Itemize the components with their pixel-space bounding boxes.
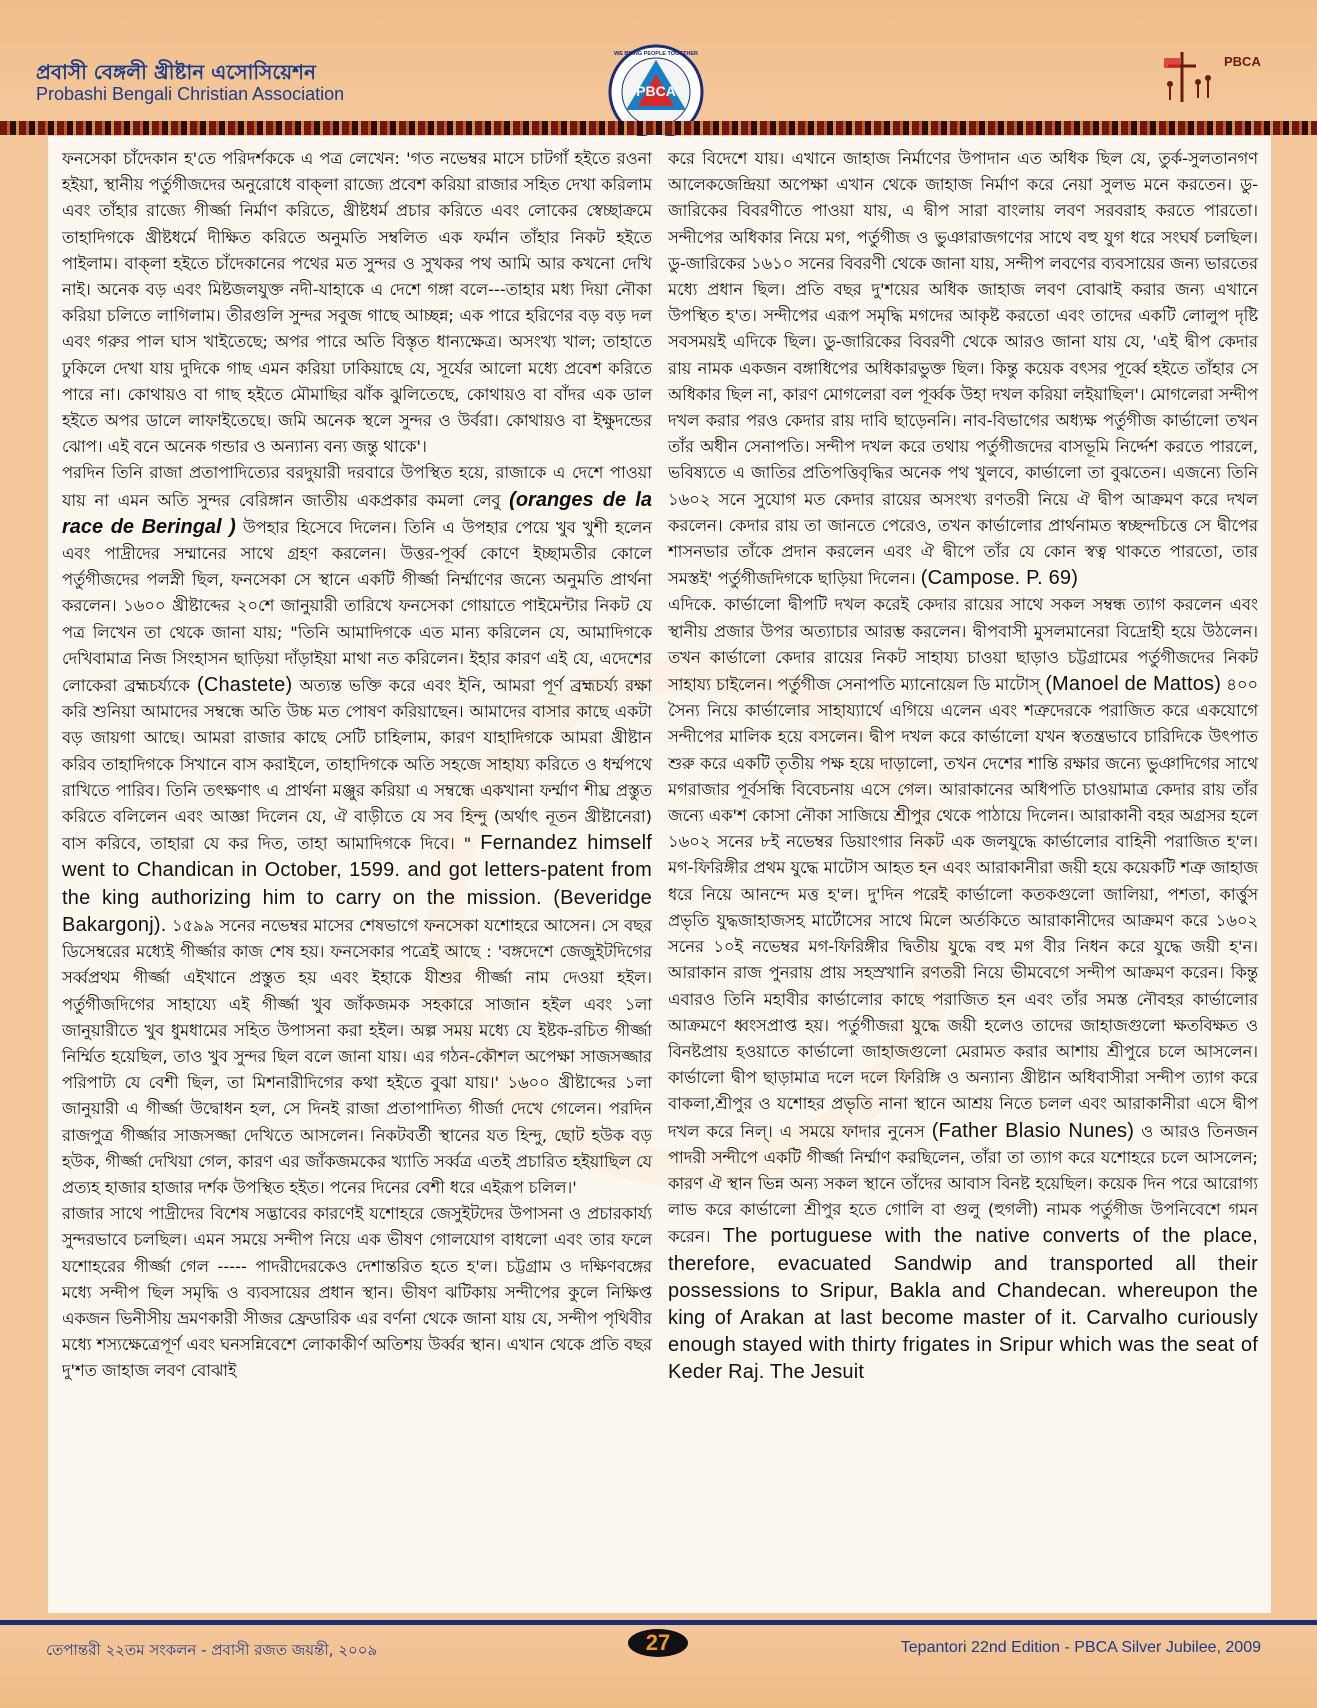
text-bengali: পরদিন তিনি রাজা প্রতাপাদিত্যের বরদুয়ারী দরবারে উপস্থিত হয়ে, রাজাকে এ দেশে পাওয়া যায় না এমন অতি সুন্দর বেরিঙ্গান জাতীয় একপ্রকার কমলা লেবু (62, 463, 652, 510)
text-bengali: ৪০০ সৈন্য নিয়ে কার্ভালোর সাহায্যার্থে এগিয়ে এলেন এবং শত্রুদেরকে পরাজিত করে একযোগে সন্দীপের মালিক হয়ে বসলেন। দ্বীপ দখল করে কার্ভালো যখন স্বতন্ত্রভাবে চারিদিকে উৎপাত শুরু করে একটি তৃতীয় পক্ষ হয়ে দাড়ালো, তখন দেশের শান্তি রক্ষার জন্যে ভুঞাদিগের সাথে মগরাজার পূর্বসন্ধি বিবেচনায় এসে গেল। আরাকানের অধিপতি চাওয়ামাত্র কেদার রায় তাঁর জন্যে এক'শ কোসা নৌকা সাজিয়ে শ্রীপুর থেকে পাঠায়ে দিলেন। আরাকানী বহর অগ্রসর হলে ১৬০২ সনের ৮ই নভেম্বর ডিয়াংগার নিকট এক জলযুদ্ধে কার্ভালোর বাহিনী পরাজিত হ'ল। মগ-ফিরিঙ্গীর প্রথম যুদ্ধে মাটোস আহত হন এবং আরাকানীরা জয়ী হয়ে কয়েকটি শত্রু জাহাজ ধরে নিয়ে আনন্দে মত্ত হ'ল। দু'দিন পরেই কার্ভালো কতকগুলো জালিয়া, পশতা, কার্ত্তুস প্রভৃতি যুদ্ধজাহাজসহ মার্টোসের সাথে মিলে অর্তকিতে আরাকানীদের আক্রমণ করে ১৬০২ সনের ১০ই নভেম্বর মগ-ফিরিঙ্গীর দ্বিতীয় যুদ্ধে বহু মগ বীর নিধন করে যুদ্ধে জয়ী হ'ন। আরাকান রাজ পুনরায় প্রায় সহস্রখানি রণতরী নিয়ে ভীমবেগে সন্দীপ আক্রমণ করেন। কিন্তু এবারও তিনি মহাবীর কার্ভালোর কাছে পরাজিত হন এবং তাঁর সমস্ত নৌবহর কার্ভালোর আক্রমণে ধ্বংসপ্রাপ্ত হয়। পর্তুগীজরা যুদ্ধে জয়ী হলেও তাদের জাহাজগুলো ক্ষতবিক্ষত ও বিনষ্টপ্রায় হওয়াতে কার্ভালো জাহাজগুলো মেরামত করার আশায় শ্রীপুরে চলে আসলেন। কার্ভালো দ্বীপ ছাড়ামাত্র দলে দলে ফিরিঙ্গি ও অন্যান্য খ্রীষ্টান অধিবাসীরা সন্দীপ ত্যাগ করে বাকলা,শ্রীপুর ও যশোহর প্রভৃতি নানা স্থানে আশ্রয় নিতে চলল এবং আরাকানীরা এসে দ্বীপ দখল করে নিল্। এ সময়ে ফাদার নুনেস (668, 675, 1259, 1141)
org-name-bengali: প্রবাসী বেঙ্গলী খ্রীষ্টান এসোসিয়েশন (36, 60, 316, 84)
corner-logo (1158, 48, 1290, 104)
text-bengali: উপহার হিসেবে দিলেন। তিনি এ উপহার পেয়ে খুব খুশী হলেন এবং পাদ্রীদের সম্মানের সাথে গ্রহণ করলেন। উত্তর-পূর্ব্ব কোণে ইচ্ছামতীর কোলে পর্তুগীজদের পলস্নী ছিল, ফনসেকা সে স্থানে একটি গীর্জ্জা নির্ম্মাণের জন্যে অনুমতি প্রার্থনা করলেন। ১৬০০ খ্রীষ্টাব্দের ২০শে জানুয়ারী তারিখে ফনসেকা গোয়াতে পাইমেন্টার নিকট যে পত্র লিখেন তা থেকে জানা যায়; "তিনি আমাদিগকে এত মান্য করিলেন যে, আমাদিগকে দেখিবামাত্র নিজ সিংহাসন ছাড়িয়া দাঁড়াইয়া মাথা নত করিলেন। ইহার কারণ এই যে, এদেশের লোকেরা ব্রহ্মচর্য্যকে (62, 517, 652, 696)
right-column (668, 146, 1258, 1387)
text-english: (Chastete) (196, 674, 293, 697)
paragraph (668, 146, 1258, 592)
text-bengali: ও আরও তিনজন পাদরী সন্দীপে একটি গীর্জ্জা নির্ম্মাণ করছিলেন, তাঁরা তা ত্যাগ করে যশোহরে চলে আসলেন; কারণ ঐ স্থান ভিন্ন অন্য সকল স্থানে তাঁদের আবাস বিনষ্ট হয়েছিল। কয়েক দিন পরে আরোগ্য লাভ করে কার্ভালো শ্রীপুর হতে গোলি বা গুলু (হুগলী) নামক পর্তুগীজ উপনিবেশে গমন করেন। (668, 1121, 1258, 1247)
text-bengali: করে বিদেশে যায়। এখানে জাহাজ নির্মাণের উপাদান এত অধিক ছিল যে, তুর্ক-সুলতানগণ আলেকজেন্দ্রিয়া অপেক্ষা এখান থেকে জাহাজ নির্মাণ করে নেয়া সুলভ মনে করতেন। ডু- জারিকের বিবরণীতে পাওয়া যায়, এ দ্বীপ সারা বাংলায় লবণ সরবরাহ করতে পারতো। সন্দীপের অধিকার নিয়ে মগ, পর্তুগীজ ও ভুঞারাজগণের সাথে বহু যুগ ধরে সংঘর্ষ চলছিল। ডু-জারিকের ১৬১০ সনের বিবরণী থেকে জানা যায়, সন্দীপ লবণের ব্যবসায়ের জন্য ভারতের মধ্যে প্রধান ছিল। প্রতি বছর দু'শয়ের অধিক জাহাজ লবণ বোঝাই করার জন্য এখানে উপস্থিত হ'ত। সন্দীপের এরূপ সমৃদ্ধি মগদের আকৃষ্ট করতো এবং তাদের একটি লোলুপ দৃষ্টি সবসময়ই এদিকে ছিল। ডু-জারিকের বিবরণী থেকে আরও জানা যায় যে, 'এই দ্বীপ কেদার রায় নামক একজন বঙ্গাধিপের অধিকারভুক্ত ছিল। কিন্তু কয়েক বৎসর পূর্ব্বে হইতে তাঁহার সে অধিকার ছিল না, কারণ মোগলেরা বল পূর্ব্বক উহা দখল করিয়া লইয়াছিল'। মোগলেরা সন্দীপ দখল করার পরও কেদার রায় দাবি ছাড়েননি। নাব-বিভাগের অধ্যক্ষ পর্তুগীজ কার্ভালো তখন তাঁর অধীন সেনাপতি। সন্দীপ দখল করে তথায় পর্তুগীজদের বাসভূমি নির্দ্দেশ করতে পারলে, ভবিষ্যতে এ জাতির প্রতিপত্তিবৃদ্ধির অনেক পথ খুলবে, কার্ভালো তা বুঝতেন। এজন্যে তিনি ১৬০২ সনে সুযোগ মত কেদার রায়ের অসংখ্য রণতরী নিয়ে ঐ দ্বীপ আক্রমণ করে দখল করলেন। কেদার রায় তা জানতে পেরেও, তখন কার্ভালোর প্রার্থনামত স্বচ্ছন্দচিত্তে সে দ্বীপের শাসনভার তাঁকে প্রদান করলেন এবং ঐ দ্বীপে তাঁর যে কোন স্বত্ব থাকতে পারতো, তার সমস্তই' পর্তুগীজদিগকে ছাড়িয়া দিলেন। (668, 149, 1258, 589)
text-bengali: ফনসেকা চাঁদেকান হ'তে পরিদর্শককে এ পত্র লেখেন: 'গত নভেম্বর মাসে চাটগাঁ হইতে রওনা হইয়া, স্থানীয় পর্তুগীজদের অনুরোধে বাক্‌লা রাজ্যে প্রবেশ করিয়া রাজার সহিত দেখা করিলাম এবং তাঁহার রাজ্যে গীর্জ্জা নির্মাণ করিতে, খ্রীষ্টধর্ম প্রচার করিতে এবং লোকের স্বেচ্ছাক্রমে তাহাদিগকে খ্রীষ্টধর্মে দীক্ষিত করিতে অনুমতি সম্বলিত এক ফর্মান তাঁহার নিকট হইতে পাইলাম। বাক্‌লা হইতে চাঁদেকানের পথের মত সুন্দর ও সুখকর পথ আমি আর কখনো দেখি নাই। অনেক বড় এবং মিষ্টজলযুক্ত নদী-যাহাকে এ দেশে গঙ্গা বলে---তাহার মধ্য দিয়া নৌকা করিয়া চলিতে লাগিলাম। তীরগুলি সুন্দর সবুজ গাছে আচ্ছন্ন; এক পারে হরিণের বড় বড় দল এবং গরুর পাল ঘাস খাইতেছে; অপর পারে অতি বিস্তৃত ধান্যক্ষেত্র। অসংখ্য খাল; তাহাতে ঢুকিলে দেখা যায় দুদিকে গাছ এমন করিয়া ঢাকিয়াছে যে, সূর্যের আলো মধ্যে প্রবেশ করিতে পারে না। কোথায়ও বা গাছ হইতে মৌমাছির ঝাঁক ঝুলিতেছে, কোথায়ও বা বাঁদর এক ডাল হইতে অপর ডালে লাফাইতেছে। জমি অনেক স্থলে সুন্দর ও উর্বরা। কোথায়ও বা ইক্ষুদন্ডের ঝোপ। এই বনে অনেক গন্ডার ও অন্যান্য বন্য জন্তু থাকে'। (62, 149, 652, 457)
paragraph (62, 146, 652, 460)
org-name-english: Probashi Bengali Christian Association (36, 84, 345, 104)
text-bengali: অত্যন্ত ভক্তি করে এবং ইনি, আমরা পূর্ণ ব্রহ্মচর্য্য রক্ষা করি শুনিয়া আমাদের সম্বন্ধে অতি উচ্চ মত পোষণ করিয়াছেন। আমাদের বাসার কাছে একটা বড় জায়গা আছে। আমরা রাজার কাছে সেটি চাহিলাম, কারণ যাহাদিগকে আমরা খ্রীষ্টান করিব তাহাদিগকে সিখানে বাস করাইলে, তাহাদিগকে অতি সহজে সাহায্য করিতে ও ধর্ম্মপথে রাখিতে পারিব। তিনি তৎক্ষণাৎ এ প্রার্থনা মঞ্জুর করিয়া এ সম্বন্ধে একখানা ফর্ম্মাণ শীঘ্র প্রস্তুত করিতে বলিলেন এবং আজ্ঞা দিলেন যে, ঐ বাড়ীতে যে সব হিন্দু (অর্থাৎ নূতন খ্রীষ্টানেরা) বাস করিবে, তাহারা যে কর দিত, তাহা আমাদিগকে দিবে। " (62, 676, 652, 854)
text-english: (Manoel de Mattos) (1045, 673, 1222, 696)
footer-right-text: Tepantori 22nd Edition - PBCA Silver Jubilee, 2009 (900, 1639, 1261, 1656)
footer (0, 1625, 1317, 1708)
corner-logo-text: PBCA (1224, 54, 1261, 69)
paragraph (62, 460, 652, 1201)
paragraph (668, 592, 1258, 1386)
left-column (62, 146, 652, 1385)
article-page (48, 136, 1271, 1613)
page-number: 27 (628, 1629, 688, 1657)
text-bengali: রাজার সাথে পাদ্রীদের বিশেষ সদ্ভাবের কারণেই যশোহরে জেসুইটদের উপাসনা ও প্রচারকার্য্য সুন্দরভাবে চলছিল। এমন সময়ে সন্দীপ নিয়ে এক ভীষণ গোলযোগ বাধলো এবং তার ফলে যশোহরের গীর্জ্জা গেল ----- পাদরীদেরকেও দেশান্তরিত হতে হ'ল। চট্টগ্রাম ও দক্ষিণবঙ্গের মধ্যে সন্দীপ ছিল সমৃদ্ধি ও ব্যবসায়ের প্রধান স্থান। ভীষণ ঝটিকায় সন্দীপের কুলে নিক্ষিপ্ত একজন ভিনীসীয় ভ্রমণকারী সীজর ফ্রেডারিক এর বর্ণনা থেকে জানা যায় যে, সন্দীপ পৃথিবীর মধ্যে শস্যক্ষেত্রেপূর্ণ এবং ঘনসন্নিবেশে লোকাকীর্ণ অতিশয় উর্ব্বর স্থান। এখান থেকে প্রতি বছর দু'শত জাহাজ লবণ বোঝাই (62, 1204, 652, 1381)
paragraph (62, 1201, 652, 1384)
text-bengali: ১৫৯৯ সনের নভেম্বর মাসের শেষভাগে ফনসেকা যশোহরে আসেন। সে বছর ডিসেম্বরের মধ্যেই গীর্জ্জার কাজ শেষ হয়। ফনসেকার পত্রেই আছে : 'বঙ্গদেশে জেজুইটদিগের সর্ব্বপ্রথম গীর্জ্জা এইখানে প্রস্তুত হয় এবং ইহাকে যীশুর গীর্জ্জা নাম দেওয়া হইল। পর্তুগীজদিগের সাহায্যে এই গীর্জ্জা খুব জাঁকজমক সহকারে সাজান হইল এবং ১লা জানুয়ারীতে খুব ধুমধামের সহিত উপাসনা করা হইল। অল্প সময় মধ্যে যে ইষ্টক-রচিত গীর্জ্জা নির্ম্মিত হয়েছিল, তাও খুব সুন্দর ছিল বলে জানা যায়। এর গঠন-কৌশল অপেক্ষা সাজসজ্জার পরিপাট্য যে বেশী ছিল, তা মিশনারীদিগের কথা হইতে বুঝা যায়।' ১৬০০ খ্রীষ্টাব্দের ১লা জানুয়ারী এ গীর্জ্জা উদ্বোধন হল, সে দিনই রাজা প্রতাপাদিত্য গীর্জা দেখে গেলেন। পরদিন রাজপুত্র গীর্জ্জার সাজসজ্জা দেখিতে আসলেন। নিকটবর্তী স্থানের যত হিন্দু, ছোট হউক বড় হউক, গীর্জ্জা দেখিয়া গেল, কারণ এর জাঁকজমকের খ্যাতি সর্ব্বত্র এতই প্রচারিত হইয়াছিল যে প্রত্যহ হাজার হাজার দর্শক উপস্থিত হইত। পনের দিনের বেশী ধরে এইরূপ চলিল।' (62, 915, 652, 1197)
logo-motto: WE BRING PEOPLE TOGETHER (614, 51, 698, 57)
text-english: (Father Blasio Nunes) (931, 1119, 1135, 1142)
text-english: (oranges de la race de Beringal ) (62, 488, 652, 538)
text-english: The portuguese with the native converts of the place, therefore, evacuated Sandwip and transported all their possessions to Sripur, Bakla and Chandecan. whereupon the king of Arakan at last become master of it. Carvalho curiously enough stayed with thirty frigates in Sripur which was the seat of Keder Raj. The Jesuit (668, 1225, 1258, 1384)
header-stripe (0, 121, 1317, 135)
footer-left-text: তেপান্তরী ২২তম সংকলন - প্রবাসী রজত জয়ন্তী, ২০০৯ (46, 1641, 378, 1659)
logo-letters: PBCA (636, 83, 676, 99)
text-english: (Campose. P. 69) (920, 567, 1079, 590)
text-bengali: এদিকে. কার্ভালো দ্বীপটি দখল করেই কেদার রায়ের সাথে সকল সম্বন্ধ ত্যাগ করলেন এবং স্থানীয় প্রজার উপর অত্যাচার আরম্ভ করলেন। দ্বীপবাসী মুসলমানেরা বিদ্রোহী হয়ে উঠলেন। তখন কার্ভালো কেদার রায়ের নিকট সাহায্য চাওয়া ছাড়াও চট্টগ্রামের পর্তুগীজদের নিকট সাহায্য চাইলেন। পর্তুগীজ সেনাপতি ম্যানোয়েল ডি মাটোস্ (668, 595, 1258, 695)
header (0, 0, 1317, 130)
text-english: Fernandez himself went to Chandican in October, 1599. and got letters-patent from the king authorizing him to carry on the mission. (Beveridge Bakargonj). (62, 832, 652, 936)
